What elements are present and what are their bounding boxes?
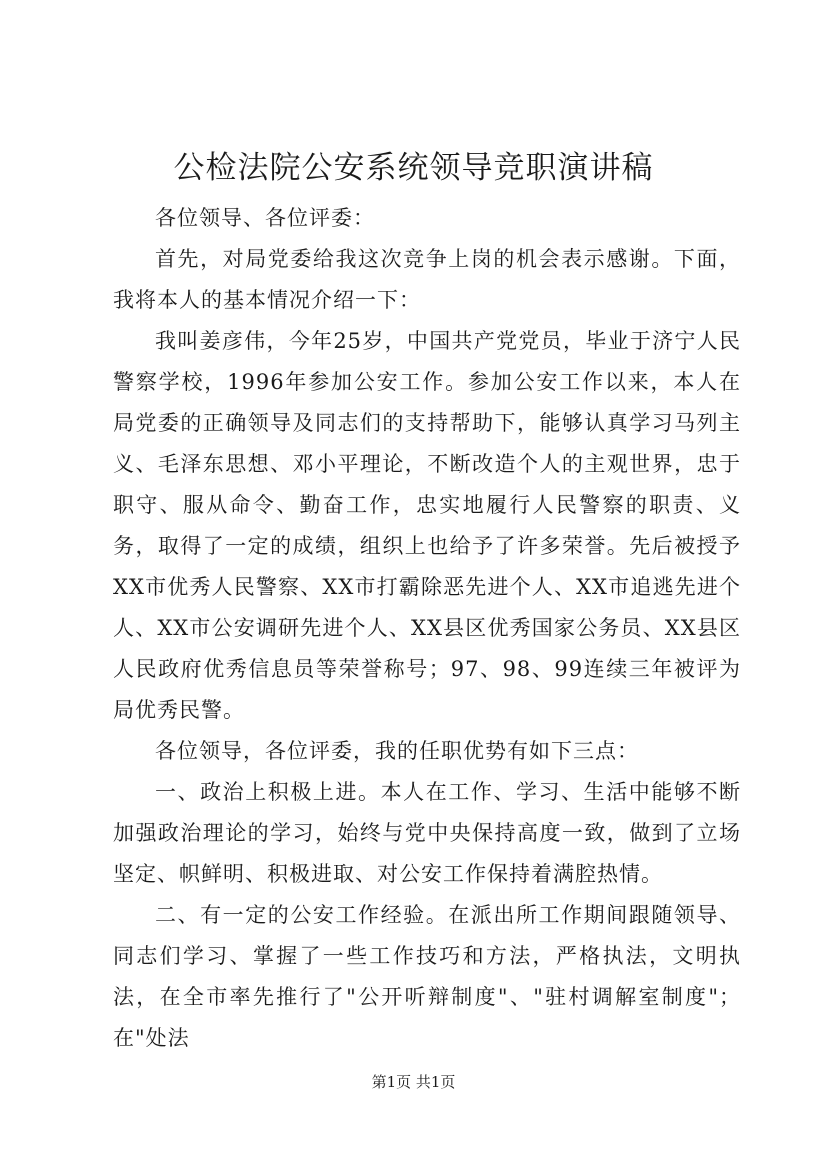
background-paragraph: 我叫姜彦伟，今年25岁，中国共产党党员，毕业于济宁人民警察学校，1996年参加公安工作。参加公安工作以来，本人在局党委的正确领导及同志们的支持帮助下，能够认真学习马列主义、毛泽东思想、邓小平理论，不断改造个人的主观世界，忠于职守、服从命令、勤奋工作，忠实地履行人民警察的职责、义务，取得了一定的成绩，组织上也给予了许多荣誉。先后被授予XX市优秀人民警察、XX市打霸除恶先进个人、XX市追逃先进个人、XX市公安调研先进个人、XX县区优秀国家公务员、XX县区人民政府优秀信息员等荣誉称号；97、98、99连续三年被评为局优秀民警。: [113, 329, 741, 722]
document-title: 公检法院公安系统领导竞职演讲稿: [173, 150, 654, 186]
document-body: [113, 198, 741, 1059]
greeting-paragraph: 各位领导、各位评委：: [155, 206, 375, 230]
advantage-one-paragraph: 一、政治上积极上进。本人在工作、学习、生活中能够不断加强政治理论的学习，始终与党中央保持高度一致，做到了立场坚定、帜鲜明、积极进取、对公安工作保持着满腔热情。: [113, 780, 741, 886]
intro-paragraph: 首先，对局党委给我这次竞争上岗的机会表示感谢。下面，我将本人的基本情况介绍一下：: [113, 247, 741, 312]
page-number-footer: 第1页 共1页: [371, 1073, 456, 1091]
advantages-intro-paragraph: 各位领导，各位评委，我的任职优势有如下三点：: [155, 739, 639, 763]
advantage-two-paragraph: 二、有一定的公安工作经验。在派出所工作期间跟随领导、同志们学习、掌握了一些工作技巧和方法，严格执法，文明执法，在全市率先推行了"公开听辩制度"、"驻村调解室制度"；在"处法: [113, 903, 741, 1050]
